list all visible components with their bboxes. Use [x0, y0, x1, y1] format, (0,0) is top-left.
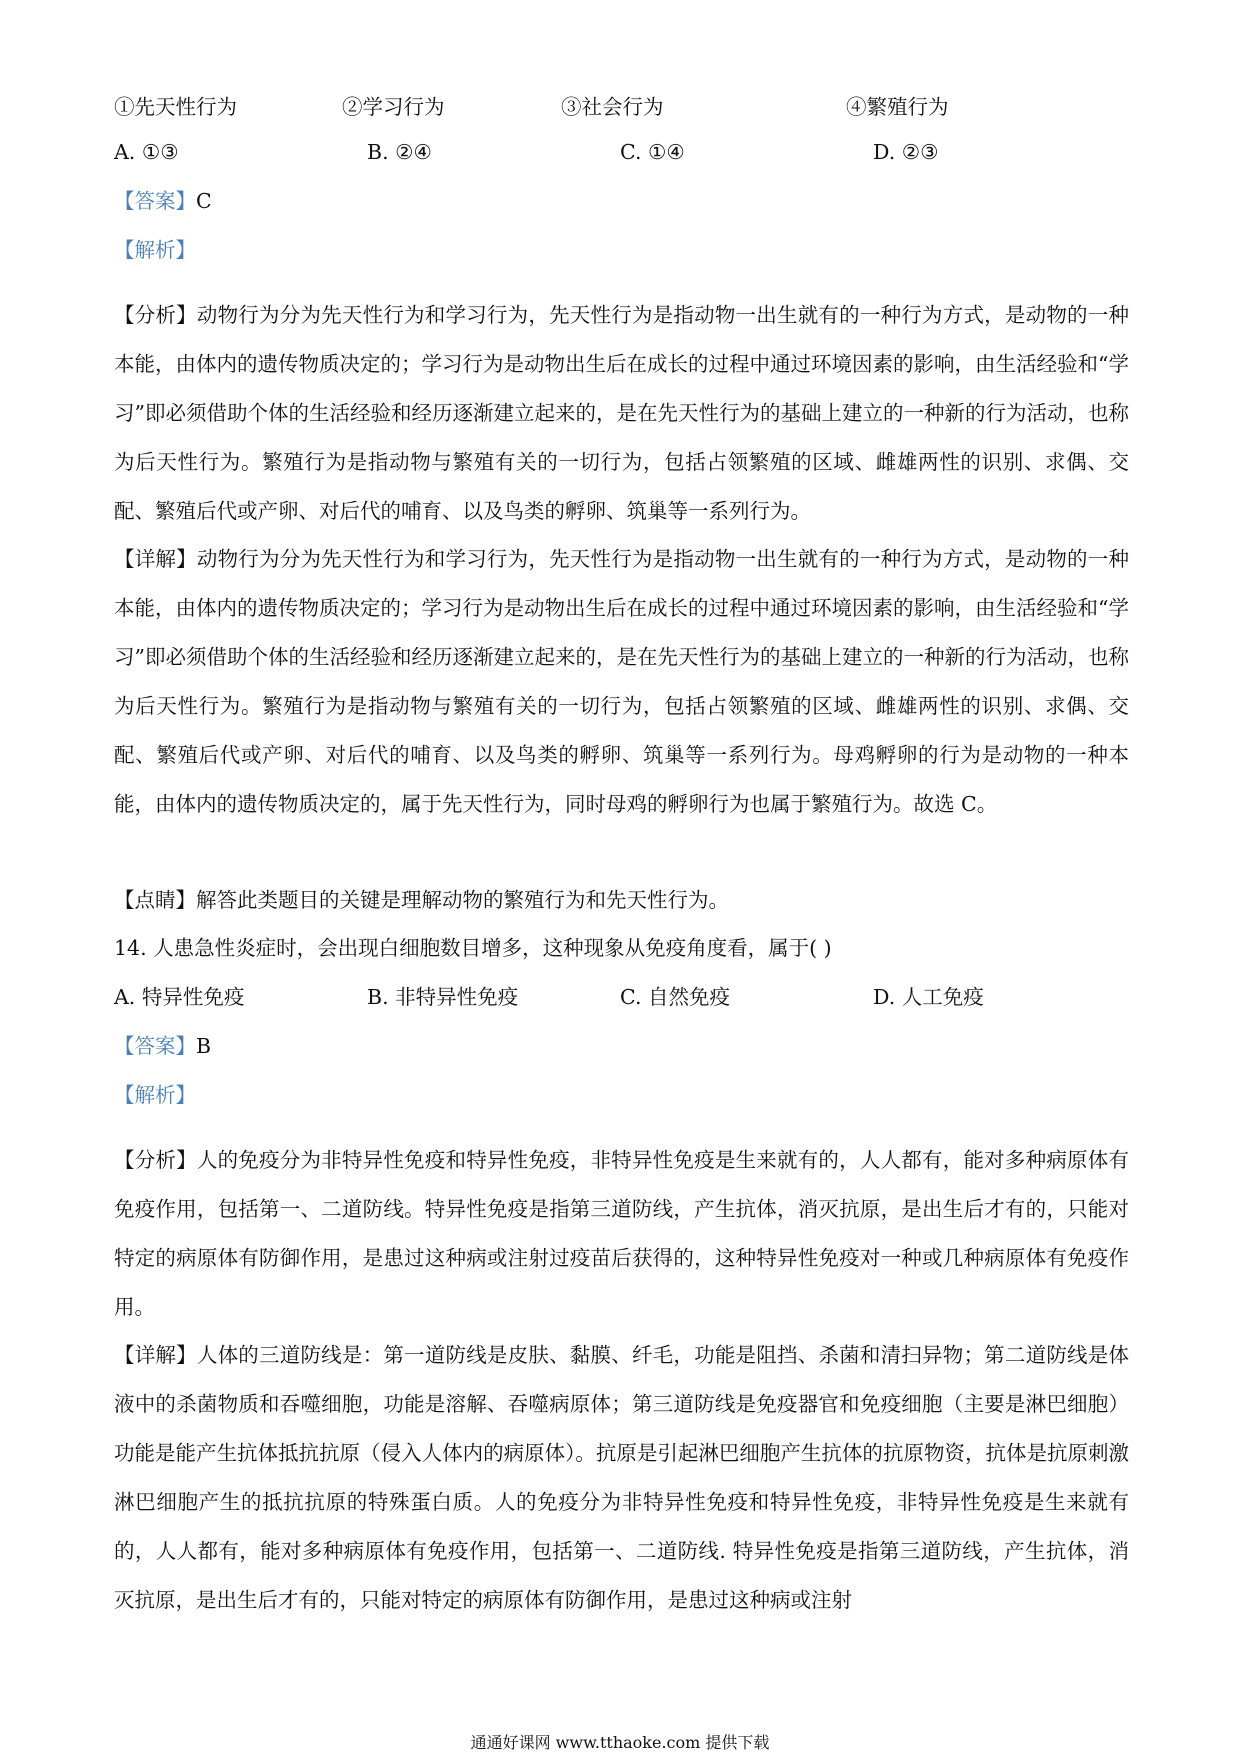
- comment-text: 解答此类题目的关键是理解动物的繁殖行为和先天性行为。: [196, 888, 729, 912]
- detail-tag: 【详解】: [114, 547, 197, 571]
- answer-tag: 【答案】: [114, 189, 196, 213]
- q14-option-a: A. 特异性免疫: [114, 985, 245, 1009]
- analysis-text: 人的免疫分为非特异性免疫和特异性免疫，非特异性免疫是生来就有的，人人都有，能对多种病原体有免疫作用，包括第一、二道防线。特异性免疫是指第三道防线，产生抗体，消灭抗原，是出生后才有的，只能对特定的病原体有防御作用，是患过这种病或注射过疫苗后获得的，这种特异性免疫对一种或几种病原体有免疫作用。: [114, 1148, 1129, 1319]
- q13-option-d: D. ②③: [873, 140, 939, 164]
- analysis-tag: 【分析】: [114, 303, 197, 327]
- detail-tag: 【详解】: [114, 1343, 197, 1367]
- answer-value: C: [196, 189, 212, 213]
- q13-comment-line: [114, 885, 729, 915]
- q13-detail-paragraph: [114, 535, 1129, 829]
- page-footer: 通通好课网 www.tthaoke.com 提供下载: [470, 1733, 770, 1752]
- analysis-tag: 【分析】: [114, 1148, 197, 1172]
- jiexi-heading: 【解析】: [114, 1083, 196, 1107]
- q13-item-1: ①先天性行为: [114, 95, 237, 119]
- q14-stem: 14. 人患急性炎症时，会出现白细胞数目增多，这种现象从免疫角度看，属于( ): [114, 936, 832, 960]
- q14-option-b: B. 非特异性免疫: [367, 985, 519, 1009]
- q13-item-4: ④繁殖行为: [846, 95, 949, 119]
- q14-option-c: C. 自然免疫: [620, 985, 730, 1009]
- q14-analysis-paragraph: [114, 1136, 1129, 1332]
- q13-option-b: B. ②④: [367, 140, 432, 164]
- detail-text: 人体的三道防线是：第一道防线是皮肤、黏膜、纤毛，功能是阻挡、杀菌和清扫异物；第二道防线是体液中的杀菌物质和吞噬细胞，功能是溶解、吞噬病原体；第三道防线是免疫器官和免疫细胞（主要是淋巴细胞）功能是能产生抗体抵抗抗原（侵入人体内的病原体）。抗原是引起淋巴细胞产生抗体的抗原物资，抗体是抗原刺激淋巴细胞产生的抵抗抗原的特殊蛋白质。人的免疫分为非特异性免疫和特异性免疫，非特异性免疫是生来就有的，人人都有，能对多种病原体有免疫作用，包括第一、二道防线. 特异性免疫是指第三道防线，产生抗体，消灭抗原，是出生后才有的，只能对特定的病原体有防御作用，是患过这种病或注射: [114, 1343, 1129, 1612]
- detail-text: 动物行为分为先天性行为和学习行为，先天性行为是指动物一出生就有的一种行为方式，是动物的一种本能，由体内的遗传物质决定的；学习行为是动物出生后在成长的过程中通过环境因素的影响，由生活经验和“学习”即必须借助个体的生活经验和经历逐渐建立起来的，是在先天性行为的基础上建立的一种新的行为活动，也称为后天性行为。繁殖行为是指动物与繁殖有关的一切行为，包括占领繁殖的区域、雌雄两性的识别、求偶、交配、繁殖后代或产卵、对后代的哺育、以及鸟类的孵卵、筑巢等一系列行为。母鸡孵卵的行为是动物的一种本能，由体内的遗传物质决定的，属于先天性行为，同时母鸡的孵卵行为也属于繁殖行为。故选 C。: [114, 547, 1129, 816]
- q13-option-a: A. ①③: [114, 140, 179, 164]
- answer-value: B: [196, 1034, 212, 1058]
- q13-item-3: ③社会行为: [561, 95, 664, 119]
- q13-answer-line: [114, 186, 212, 216]
- q14-option-d: D. 人工免疫: [873, 985, 984, 1009]
- q13-analysis-paragraph: [114, 291, 1129, 536]
- analysis-text: 动物行为分为先天性行为和学习行为，先天性行为是指动物一出生就有的一种行为方式，是动物的一种本能，由体内的遗传物质决定的；学习行为是动物出生后在成长的过程中通过环境因素的影响，由生活经验和“学习”即必须借助个体的生活经验和经历逐渐建立起来的，是在先天性行为的基础上建立的一种新的行为活动，也称为后天性行为。繁殖行为是指动物与繁殖有关的一切行为，包括占领繁殖的区域、雌雄两性的识别、求偶、交配、繁殖后代或产卵、对后代的哺育、以及鸟类的孵卵、筑巢等一系列行为。: [114, 303, 1129, 523]
- comment-tag: 【点睛】: [114, 888, 196, 912]
- q13-item-2: ②学习行为: [342, 95, 445, 119]
- q14-answer-line: [114, 1031, 211, 1061]
- q14-detail-paragraph: [114, 1331, 1129, 1625]
- jiexi-heading: 【解析】: [114, 238, 196, 262]
- q13-option-c: C. ①④: [620, 140, 685, 164]
- answer-tag: 【答案】: [114, 1034, 196, 1058]
